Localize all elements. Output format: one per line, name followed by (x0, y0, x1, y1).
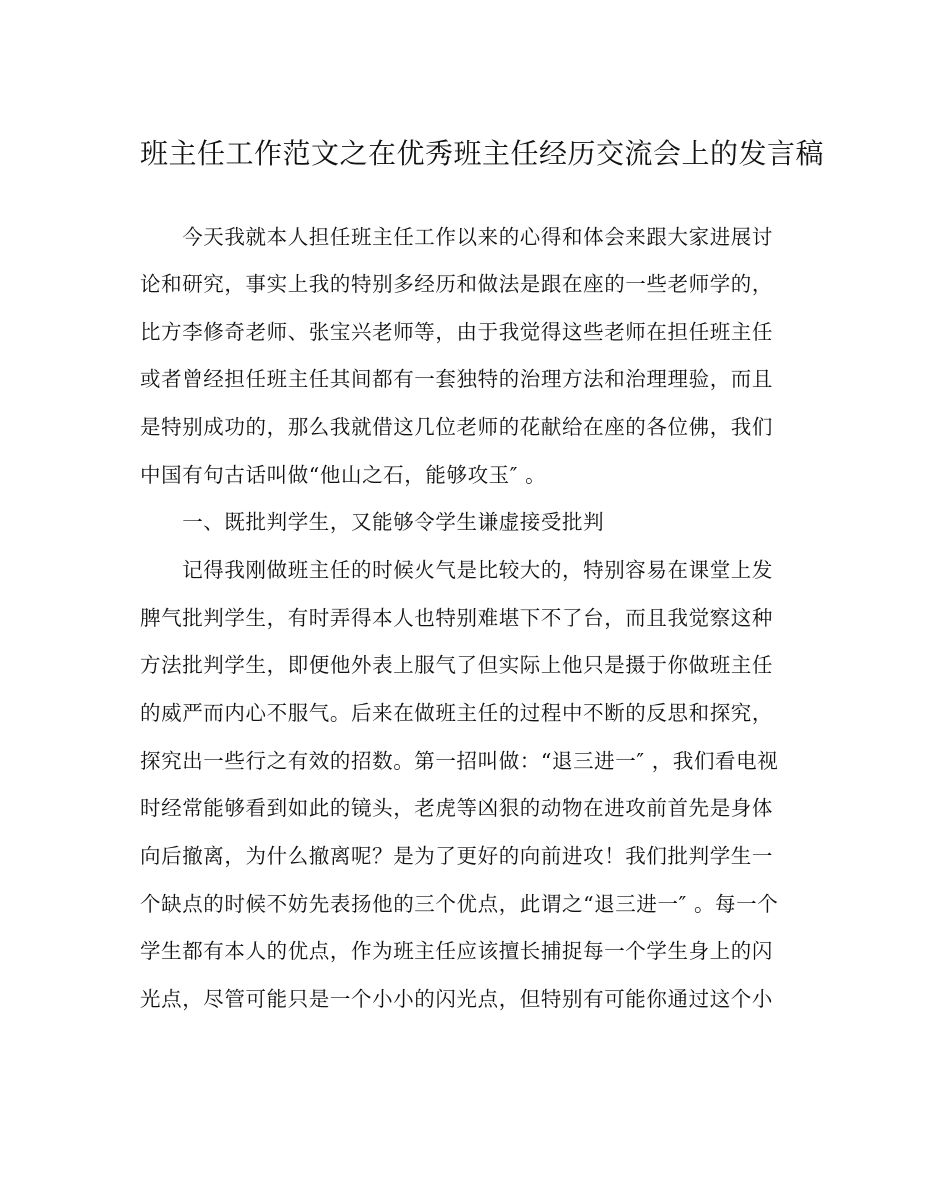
section-heading: 一、既批判学生，又能够令学生谦虚接受批判 (140, 510, 605, 534)
body-line: 时经常能够看到如此的镜头，老虎等凶狠的动物在进攻前首先是身体 (140, 796, 773, 820)
body-line: 脾气批判学生，有时弄得本人也特别难堪下不了台，而且我觉察这种 (140, 606, 773, 630)
body-line: 记得我刚做班主任的时候火气是比较大的，特别容易在课堂上发 (140, 558, 773, 582)
body-line: 光点，尽管可能只是一个小小的闪光点，但特别有可能你通过这个小 (140, 987, 773, 1011)
document-title: 班主任工作范文之在优秀班主任经历交流会上的发言稿 (140, 137, 825, 170)
body-line: 的威严而内心不服气。后来在做班主任的过程中不断的反思和探究， (140, 701, 773, 725)
body-line: 个缺点的时候不妨先表扬他的三个优点，此谓之“退三进一″ 。每一个 (140, 892, 779, 916)
body-line: 比方李修奇老师、张宝兴老师等，由于我觉得这些老师在担任班主任 (140, 320, 773, 344)
body-line: 中国有句古话叫做“他山之石，能够攻玉″ 。 (140, 463, 547, 487)
body-line: 论和研究，事实上我的特别多经历和做法是跟在座的一些老师学的， (140, 272, 773, 296)
body-line: 今天我就本人担任班主任工作以来的心得和体会来跟大家进展讨 (140, 225, 773, 249)
body-line: 方法批判学生，即便他外表上服气了但实际上他只是摄于你做班主任 (140, 653, 773, 677)
body-line: 或者曾经担任班主任其间都有一套独特的治理方法和治理理验，而且 (140, 367, 773, 391)
body-line: 向后撤离，为什么撤离呢？是为了更好的向前进攻！我们批判学生一 (140, 844, 773, 868)
body-line: 探究出一些行之有效的招数。第一招叫做：“退三进一″ ，我们看电视 (140, 749, 779, 773)
body-line: 是特别成功的，那么我就借这几位老师的花献给在座的各位佛，我们 (140, 415, 773, 439)
body-line: 学生都有本人的优点，作为班主任应该擅长捕捉每一个学生身上的闪 (140, 939, 773, 963)
